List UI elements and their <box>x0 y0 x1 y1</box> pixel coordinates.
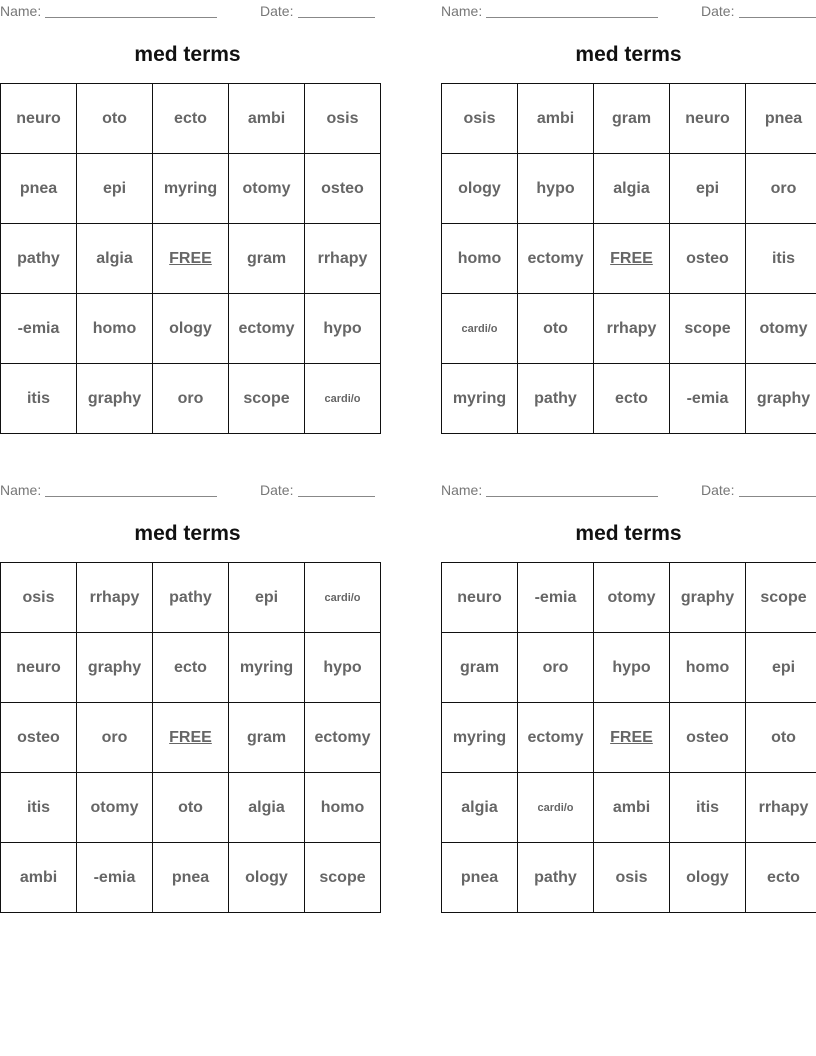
term-cell: scope <box>670 294 746 364</box>
bingo-card-2 <box>441 0 816 435</box>
term-cell: gram <box>229 703 305 773</box>
name-label: Name: <box>441 3 483 19</box>
term-cell: homo <box>670 633 746 703</box>
term-cell: ecto <box>746 843 816 913</box>
term-cell: pnea <box>1 154 77 224</box>
date-label: Date: <box>260 482 294 498</box>
term-cell: rrhapy <box>746 773 816 843</box>
term-cell: osteo <box>305 154 381 224</box>
term-cell: -emia <box>1 294 77 364</box>
date-label: Date: <box>701 482 735 498</box>
term-cell: cardi/o <box>305 563 381 633</box>
grid-row <box>442 633 816 703</box>
term-cell: ectomy <box>518 224 594 294</box>
grid-row <box>1 773 381 843</box>
grid-row <box>442 154 816 224</box>
term-cell: otomy <box>746 294 816 364</box>
term-cell: rrhapy <box>77 563 153 633</box>
name-label: Name: <box>0 482 42 498</box>
term-cell: graphy <box>746 364 816 434</box>
term-cell: cardi/o <box>518 773 594 843</box>
term-cell: hypo <box>518 154 594 224</box>
term-cell: oto <box>518 294 594 364</box>
term-cell: osteo <box>1 703 77 773</box>
grid-row <box>1 84 381 154</box>
term-cell: -emia <box>670 364 746 434</box>
name-line <box>486 17 658 18</box>
term-cell: ecto <box>153 84 229 154</box>
term-cell: pnea <box>153 843 229 913</box>
term-cell: epi <box>77 154 153 224</box>
term-cell: itis <box>746 224 816 294</box>
card-title: med terms <box>575 522 682 545</box>
term-cell: algia <box>442 773 518 843</box>
term-cell: scope <box>305 843 381 913</box>
date-line <box>739 17 816 18</box>
date-line <box>298 496 375 497</box>
term-cell: osteo <box>670 224 746 294</box>
term-cell: itis <box>1 773 77 843</box>
card-header <box>441 482 816 498</box>
term-cell: rrhapy <box>594 294 670 364</box>
name-line <box>486 496 658 497</box>
term-cell: oro <box>153 364 229 434</box>
term-cell: homo <box>77 294 153 364</box>
term-cell: ambi <box>518 84 594 154</box>
term-cell: graphy <box>670 563 746 633</box>
term-cell: neuro <box>442 563 518 633</box>
grid-row <box>442 294 816 364</box>
term-cell: pathy <box>518 843 594 913</box>
term-cell: ectomy <box>305 703 381 773</box>
term-cell: homo <box>442 224 518 294</box>
date-line <box>298 17 375 18</box>
term-cell: otomy <box>229 154 305 224</box>
term-cell: otomy <box>594 563 670 633</box>
card-title: med terms <box>575 43 682 66</box>
term-cell: myring <box>442 364 518 434</box>
grid-row <box>442 773 816 843</box>
name-label: Name: <box>441 482 483 498</box>
bingo-grid <box>0 562 381 913</box>
term-cell: oro <box>77 703 153 773</box>
term-cell: ectomy <box>229 294 305 364</box>
card-header <box>0 482 375 498</box>
term-cell: epi <box>670 154 746 224</box>
term-cell: hypo <box>594 633 670 703</box>
term-cell: myring <box>442 703 518 773</box>
free-space: FREE <box>594 224 670 294</box>
term-cell: neuro <box>1 84 77 154</box>
date-label: Date: <box>260 3 294 19</box>
term-cell: ology <box>670 843 746 913</box>
term-cell: osteo <box>670 703 746 773</box>
term-cell: ology <box>153 294 229 364</box>
name-line <box>45 17 217 18</box>
term-cell: graphy <box>77 364 153 434</box>
name-line <box>45 496 217 497</box>
term-cell: itis <box>1 364 77 434</box>
term-cell: pathy <box>518 364 594 434</box>
term-cell: homo <box>305 773 381 843</box>
term-cell: oro <box>518 633 594 703</box>
term-cell: ectomy <box>518 703 594 773</box>
term-cell: epi <box>229 563 305 633</box>
free-space: FREE <box>153 224 229 294</box>
term-cell: ecto <box>153 633 229 703</box>
bingo-card-4 <box>441 479 816 914</box>
term-cell: ology <box>442 154 518 224</box>
free-space: FREE <box>594 703 670 773</box>
term-cell: scope <box>746 563 816 633</box>
name-label: Name: <box>0 3 42 19</box>
term-cell: scope <box>229 364 305 434</box>
bingo-card-3 <box>0 479 375 914</box>
term-cell: pnea <box>746 84 816 154</box>
term-cell: osis <box>305 84 381 154</box>
term-cell: osis <box>594 843 670 913</box>
term-cell: ecto <box>594 364 670 434</box>
grid-row <box>1 364 381 434</box>
term-cell: myring <box>153 154 229 224</box>
term-cell: gram <box>594 84 670 154</box>
term-cell: ambi <box>229 84 305 154</box>
term-cell: ology <box>229 843 305 913</box>
free-space: FREE <box>153 703 229 773</box>
term-cell: oto <box>746 703 816 773</box>
term-cell: algia <box>77 224 153 294</box>
term-cell: cardi/o <box>305 364 381 434</box>
term-cell: itis <box>670 773 746 843</box>
card-title: med terms <box>134 43 241 66</box>
grid-row <box>1 563 381 633</box>
grid-row <box>442 84 816 154</box>
term-cell: -emia <box>77 843 153 913</box>
card-header <box>441 3 816 19</box>
grid-row <box>442 563 816 633</box>
grid-row <box>1 843 381 913</box>
term-cell: gram <box>442 633 518 703</box>
term-cell: cardi/o <box>442 294 518 364</box>
bingo-grid <box>441 83 816 434</box>
grid-row <box>1 224 381 294</box>
term-cell: epi <box>746 633 816 703</box>
term-cell: myring <box>229 633 305 703</box>
bingo-grid <box>441 562 816 913</box>
grid-row <box>442 703 816 773</box>
term-cell: ambi <box>1 843 77 913</box>
term-cell: hypo <box>305 294 381 364</box>
term-cell: neuro <box>1 633 77 703</box>
grid-row <box>1 294 381 364</box>
grid-row <box>1 633 381 703</box>
term-cell: otomy <box>77 773 153 843</box>
grid-row <box>442 364 816 434</box>
term-cell: algia <box>594 154 670 224</box>
term-cell: pathy <box>153 563 229 633</box>
term-cell: gram <box>229 224 305 294</box>
term-cell: graphy <box>77 633 153 703</box>
term-cell: algia <box>229 773 305 843</box>
card-title: med terms <box>134 522 241 545</box>
term-cell: oro <box>746 154 816 224</box>
bingo-grid <box>0 83 381 434</box>
term-cell: -emia <box>518 563 594 633</box>
term-cell: osis <box>1 563 77 633</box>
card-header <box>0 3 375 19</box>
grid-row <box>1 703 381 773</box>
date-label: Date: <box>701 3 735 19</box>
term-cell: osis <box>442 84 518 154</box>
grid-row <box>1 154 381 224</box>
grid-row <box>442 224 816 294</box>
term-cell: pnea <box>442 843 518 913</box>
date-line <box>739 496 816 497</box>
term-cell: hypo <box>305 633 381 703</box>
bingo-card-1 <box>0 0 375 435</box>
term-cell: neuro <box>670 84 746 154</box>
term-cell: ambi <box>594 773 670 843</box>
term-cell: rrhapy <box>305 224 381 294</box>
grid-row <box>442 843 816 913</box>
term-cell: oto <box>153 773 229 843</box>
term-cell: pathy <box>1 224 77 294</box>
term-cell: oto <box>77 84 153 154</box>
